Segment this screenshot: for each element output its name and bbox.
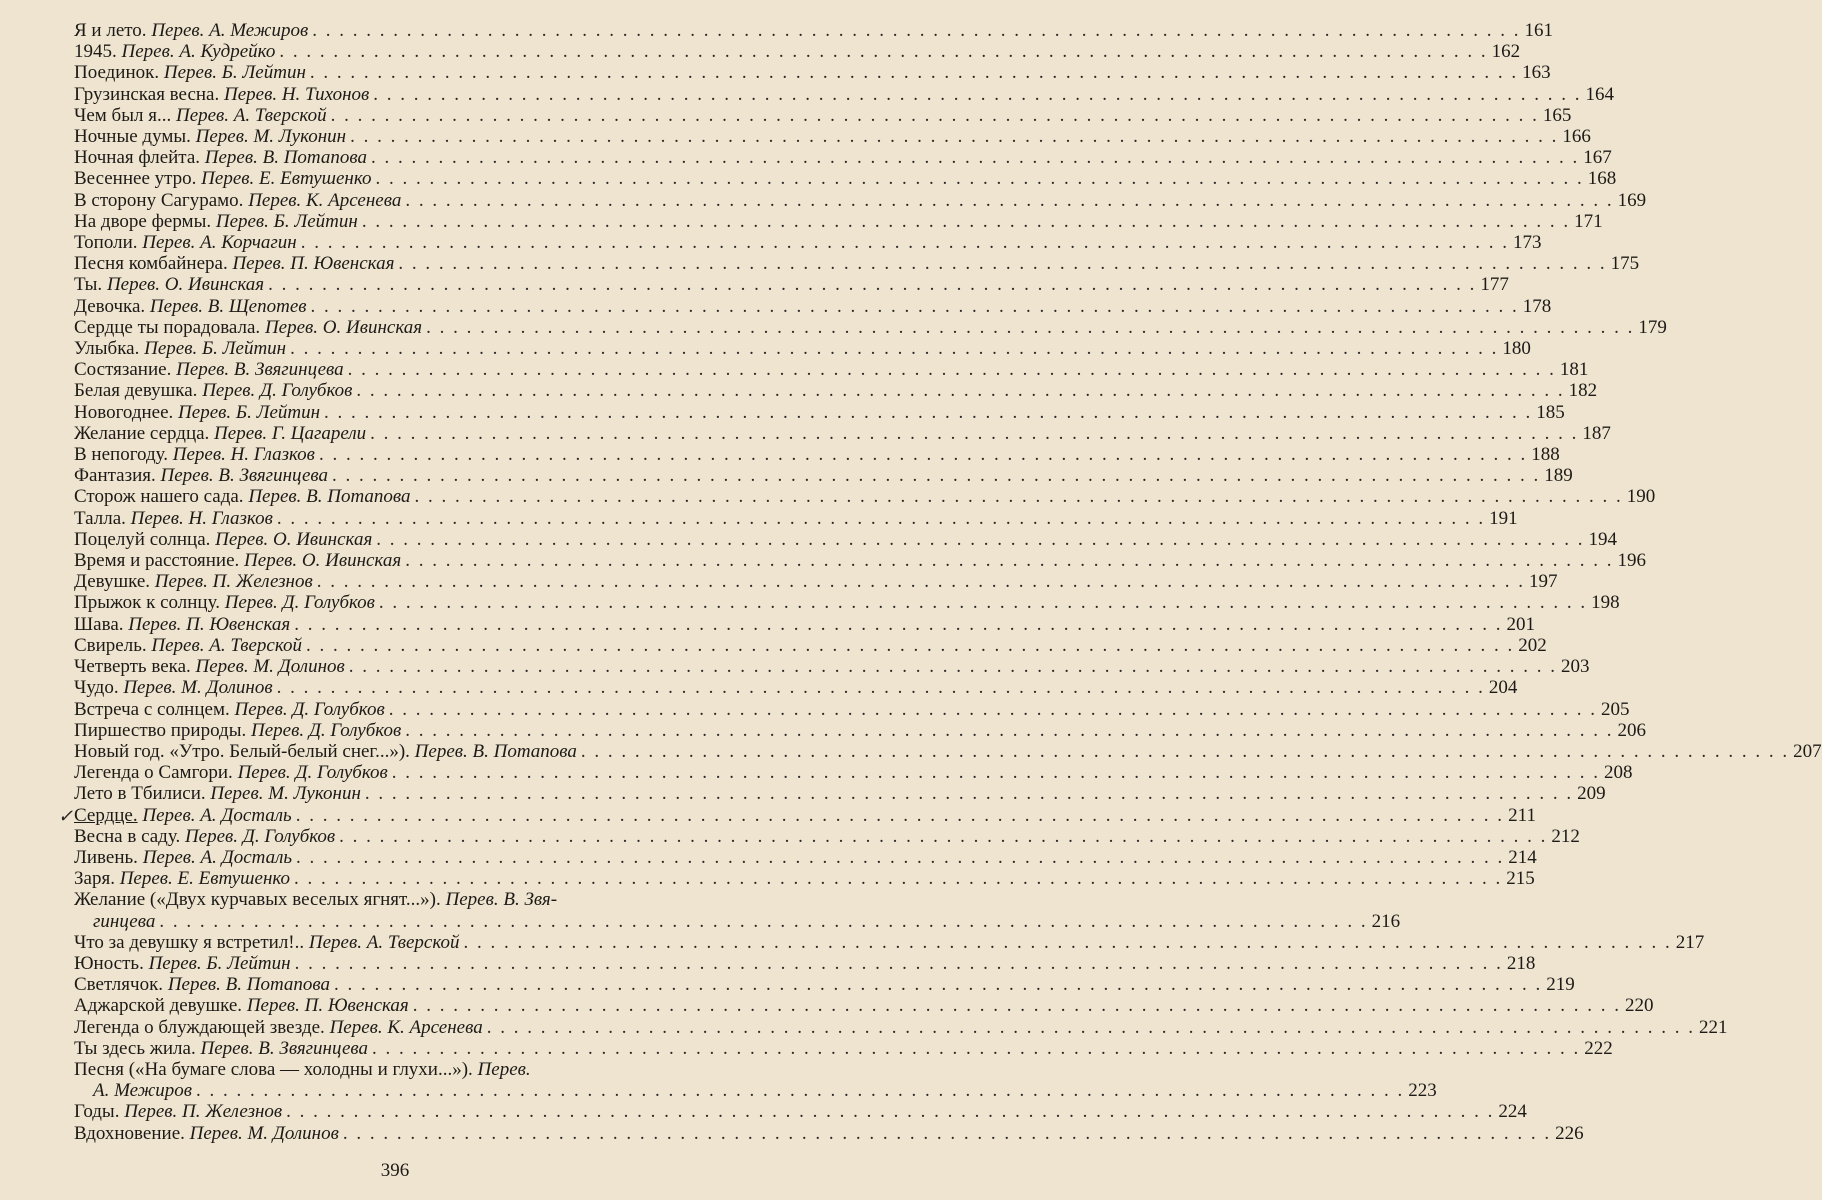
entry-translator: Перев. В. Потапова [248, 486, 411, 508]
entry-translator: Перев. Н. Глазков [172, 444, 315, 466]
entry-page-number: 203 [1561, 656, 1590, 678]
dot-leader: . . . . . . . . . . . . . . . . . . . . . . . . . . . . . . . . . . . . . . . . . . . . . . . . . . . . . . . . . . . . . . . . . . . . . . . . . . . . . . . . . . . . . . . . . . [371, 147, 1580, 169]
dot-leader: . . . . . . . . . . . . . . . . . . . . . . . . . . . . . . . . . . . . . . . . . . . . . . . . . . . . . . . . . . . . . . . . . . . . . . . . . . . . . . . . . . . . . . . . . . [388, 698, 1597, 720]
entry-page-number: 167 [1583, 147, 1612, 169]
entry-page-number: 196 [1617, 550, 1646, 572]
entry-translator: Перев. В. Щепотев [149, 295, 307, 317]
entry-translator: Перев. Б. Лейтин [178, 401, 321, 423]
entry-page-number: 198 [1591, 592, 1620, 614]
table-of-contents [58, 20, 1822, 1144]
entry-page-number: 162 [1491, 41, 1521, 63]
entry-title: Легенда о Самгори. [74, 762, 233, 784]
entry-page-number: 201 [1506, 613, 1535, 635]
dot-leader: . . . . . . . . . . . . . . . . . . . . . . . . . . . . . . . . . . . . . . . . . . . . . . . . . . . . . . . . . . . . . . . . . . . . . . . . . . . . . . . . . . . . . . . . . . [375, 168, 1584, 190]
toc-entry [74, 931, 1705, 953]
dot-leader: . . . . . . . . . . . . . . . . . . . . . . . . . . . . . . . . . . . . . . . . . . . . . . . . . . . . . . . . . . . . . . . . . . . . . . . . . . . . . . . . . . . . . . . . . . [414, 486, 1623, 508]
toc-entry [74, 825, 1580, 847]
entry-translator-continued: А. Межиров [93, 1080, 193, 1102]
entry-title: Новогоднее. [74, 401, 174, 423]
dot-leader: . . . . . . . . . . . . . . . . . . . . . . . . . . . . . . . . . . . . . . . . . . . . . . . . . . . . . . . . . . . . . . . . . . . . . . . . . . . . . . . . . . . . . . . . . . [318, 444, 1528, 466]
entry-title: Время и расстояние. [74, 550, 240, 572]
entry-translator: Перев. Б. Лейтин [163, 62, 306, 84]
dot-leader: . . . . . . . . . . . . . . . . . . . . . . . . . . . . . . . . . . . . . . . . . . . . . . . . . . . . . . . . . . . . . . . . . . . . . . . . . . . . . . . . . . . . . . . . . . [373, 83, 1582, 105]
entry-translator: Перев. Д. Голубков [184, 825, 336, 847]
dot-leader: . . . . . . . . . . . . . . . . . . . . . . . . . . . . . . . . . . . . . . . . . . . . . . . . . . . . . . . . . . . . . . . . . . . . . . . . . . . . . . . . . . . . . . . . . . [580, 740, 1790, 762]
dot-leader: . . . . . . . . . . . . . . . . . . . . . . . . . . . . . . . . . . . . . . . . . . . . . . . . . . . . . . . . . . . . . . . . . . . . . . . . . . . . . . . . . . . . . . . . . . [312, 20, 1521, 41]
entry-title: Я и лето. [74, 20, 147, 41]
entry-translator: Перев. М. Долинов [123, 677, 273, 699]
entry-translator: Перев. А. Межиров [151, 20, 309, 41]
toc-entry [74, 846, 1537, 868]
entry-translator: Перев. А. Досталь [142, 846, 293, 868]
entry-page-number: 209 [1577, 783, 1606, 805]
toc-entry [74, 974, 1575, 996]
entry-title: В сторону Сагурамо. [74, 189, 244, 211]
entry-page-number: 204 [1488, 677, 1518, 699]
entry-page-number: 161 [1524, 20, 1553, 41]
entry-translator: Перев. В. Звягинцева [160, 465, 329, 487]
dot-leader: . . . . . . . . . . . . . . . . . . . . . . . . . . . . . . . . . . . . . . . . . . . . . . . . . . . . . . . . . . . . . . . . . . . . . . . . . . . . . . . . . . . . . . . . . . [196, 1080, 1405, 1102]
entry-title: В непогоду. [74, 444, 168, 466]
entry-page-number: 219 [1546, 974, 1575, 996]
toc-entry [74, 380, 1598, 402]
toc-entry [74, 592, 1620, 614]
entry-translator: Перев. Б. Лейтин [148, 952, 291, 974]
entry-title: Ночные думы. [74, 126, 191, 148]
page-number: 396 [380, 1160, 410, 1181]
entry-page-number: 217 [1675, 931, 1705, 953]
entry-title: Желание («Двух курчавых веселых ягнят...»). [74, 889, 441, 911]
dot-leader: . . . . . . . . . . . . . . . . . . . . . . . . . . . . . . . . . . . . . . . . . . . . . . . . . . . . . . . . . . . . . . . . . . . . . . . . . . . . . . . . . . . . . . . . . . [276, 507, 1486, 529]
entry-title: Грузинская весна. [74, 83, 220, 105]
toc-entry [74, 232, 1542, 254]
toc-entry [74, 168, 1617, 190]
entry-title: Поединок. [74, 62, 160, 84]
entry-page-number: 205 [1600, 698, 1630, 720]
toc-entry [74, 253, 1640, 275]
dot-leader: . . . . . . . . . . . . . . . . . . . . . . . . . . . . . . . . . . . . . . . . . . . . . . . . . . . . . . . . . . . . . . . . . . . . . . . . . . . . . . . . . . . . . . . . . . [376, 528, 1585, 550]
entry-translator: Перев. В. Потапова [167, 974, 331, 996]
dot-leader: . . . . . . . . . . . . . . . . . . . . . . . . . . . . . . . . . . . . . . . . . . . . . . . . . . . . . . . . . . . . . . . . . . . . . . . . . . . . . . . . . . . . . . . . . . [426, 316, 1635, 338]
toc-entry [74, 210, 1603, 232]
toc-entry [74, 995, 1654, 1017]
entry-page-number: 208 [1604, 762, 1633, 784]
toc-entry [74, 783, 1606, 805]
toc-entry [74, 634, 1547, 656]
dot-leader: . . . . . . . . . . . . . . . . . . . . . . . . . . . . . . . . . . . . . . . . . . . . . . . . . . . . . . . . . . . . . . . . . . . . . . . . . . . . . . . . . . . . . . . . . . [294, 613, 1503, 635]
toc-entry [74, 316, 1667, 338]
entry-page-number: 220 [1625, 995, 1654, 1017]
entry-page-number: 216 [1371, 910, 1401, 932]
entry-title: Ты здесь жила. [74, 1037, 196, 1059]
dot-leader: . . . . . . . . . . . . . . . . . . . . . . . . . . . . . . . . . . . . . . . . . . . . . . . . . . . . . . . . . . . . . . . . . . . . . . . . . . . . . . . . . . . . . . . . . . [412, 995, 1622, 1017]
dot-leader: . . . . . . . . . . . . . . . . . . . . . . . . . . . . . . . . . . . . . . . . . . . . . . . . . . . . . . . . . . . . . . . . . . . . . . . . . . . . . . . . . . . . . . . . . . [347, 359, 1556, 381]
entry-page-number: 226 [1555, 1122, 1584, 1144]
entry-page-number: 212 [1551, 825, 1580, 847]
entry-page-number: 197 [1528, 571, 1558, 593]
dot-leader: . . . . . . . . . . . . . . . . . . . . . . . . . . . . . . . . . . . . . . . . . . . . . . . . . . . . . . . . . . . . . . . . . . . . . . . . . . . . . . . . . . . . . . . . . . [300, 232, 1509, 254]
entry-title: Сторож нашего сада. [74, 486, 244, 508]
entry-page-number: 178 [1522, 295, 1552, 317]
toc-entry [74, 656, 1590, 678]
entry-translator: Перев. Б. Лейтин [144, 338, 287, 360]
entry-title: Ты. [74, 274, 103, 296]
dot-leader: . . . . . . . . . . . . . . . . . . . . . . . . . . . . . . . . . . . . . . . . . . . . . . . . . . . . . . . . . . . . . . . . . . . . . . . . . . . . . . . . . . . . . . . . . . [334, 974, 1543, 996]
entry-title: Весна в саду. [74, 825, 181, 847]
dot-leader: . . . . . . . . . . . . . . . . . . . . . . . . . . . . . . . . . . . . . . . . . . . . . . . . . . . . . . . . . . . . . . . . . . . . . . . . . . . . . . . . . . . . . . . . . . [330, 104, 1539, 126]
entry-title: Весеннее утро. [74, 168, 197, 190]
entry-page-number: 185 [1536, 401, 1565, 423]
dot-leader: . . . . . . . . . . . . . . . . . . . . . . . . . . . . . . . . . . . . . . . . . . . . . . . . . . . . . . . . . . . . . . . . . . . . . . . . . . . . . . . . . . . . . . . . . . [306, 634, 1515, 656]
entry-title: Аджарской девушке. [74, 995, 243, 1017]
toc-entry [74, 104, 1572, 126]
toc-entry [74, 20, 1553, 41]
entry-title: Светлячок. [74, 974, 164, 996]
entry-page-number: 171 [1574, 210, 1603, 232]
toc-entry [74, 528, 1618, 550]
toc-entry [58, 804, 1536, 826]
entry-title: Талла. [74, 507, 126, 529]
toc-entry [74, 189, 1647, 211]
entry-page-number: 202 [1518, 634, 1547, 656]
dot-leader: . . . . . . . . . . . . . . . . . . . . . . . . . . . . . . . . . . . . . . . . . . . . . . . . . . . . . . . . . . . . . . . . . . . . . . . . . . . . . . . . . . . . . . . . . . [276, 677, 1485, 699]
entry-page-number: 182 [1568, 380, 1598, 402]
entry-page-number: 221 [1698, 1016, 1728, 1038]
dot-leader: . . . . . . . . . . . . . . . . . . . . . . . . . . . . . . . . . . . . . . . . . . . . . . . . . . . . . . . . . . . . . . . . . . . . . . . . . . . . . . . . . . . . . . . . . . [309, 62, 1519, 84]
entry-title: Пиршество природы. [74, 719, 247, 741]
entry-page-number: 190 [1626, 486, 1656, 508]
entry-page-number: 166 [1562, 126, 1591, 148]
entry-page-number: 188 [1531, 444, 1560, 466]
dot-leader: . . . . . . . . . . . . . . . . . . . . . . . . . . . . . . . . . . . . . . . . . . . . . . . . . . . . . . . . . . . . . . . . . . . . . . . . . . . . . . . . . . . . . . . . . . [405, 189, 1614, 211]
toc-entry [74, 1122, 1584, 1144]
dot-leader: . . . . . . . . . . . . . . . . . . . . . . . . . . . . . . . . . . . . . . . . . . . . . . . . . . . . . . . . . . . . . . . . . . . . . . . . . . . . . . . . . . . . . . . . . . [361, 210, 1571, 232]
entry-translator: Перев. Б. Лейтин [215, 210, 358, 232]
dot-leader: . . . . . . . . . . . . . . . . . . . . . . . . . . . . . . . . . . . . . . . . . . . . . . . . . . . . . . . . . . . . . . . . . . . . . . . . . . . . . . . . . . . . . . . . . . [316, 571, 1525, 593]
entry-translator: Перев. В. Потапова [204, 147, 367, 169]
entry-translator: Перев. М. Луконин [195, 126, 347, 148]
entry-title: Чудо. [74, 677, 119, 699]
entry-title: Ночная флейта. [74, 147, 201, 169]
entry-title: Сердце. [74, 804, 138, 826]
entry-page-number: 165 [1542, 104, 1572, 126]
toc-entry [74, 740, 1822, 762]
entry-title: Лето в Тбилиси. [74, 783, 206, 805]
entry-translator: Перев. П. Железнов [124, 1101, 283, 1123]
dot-leader: . . . . . . . . . . . . . . . . . . . . . . . . . . . . . . . . . . . . . . . . . . . . . . . . . . . . . . . . . . . . . . . . . . . . . . . . . . . . . . . . . . . . . . . . . . [372, 1037, 1581, 1059]
entry-translator: Перев. Д. Голубков [234, 698, 385, 720]
entry-translator: Перев. В. Звягинцева [176, 359, 344, 381]
toc-entry [74, 507, 1518, 529]
toc-entry [74, 762, 1633, 784]
dot-leader: . . . . . . . . . . . . . . . . . . . . . . . . . . . . . . . . . . . . . . . . . . . . . . . . . . . . . . . . . . . . . . . . . . . . . . . . . . . . . . . . . . . . . . . . . . [290, 338, 1499, 360]
entry-translator: Перев. Н. Тихонов [223, 83, 370, 105]
entry-translator: Перев. М. Луконин [210, 783, 361, 805]
toc-entry [74, 147, 1612, 169]
dot-leader: . . . . . . . . . . . . . . . . . . . . . . . . . . . . . . . . . . . . . . . . . . . . . . . . . . . . . . . . . . . . . . . . . . . . . . . . . . . . . . . . . . . . . . . . . . [350, 126, 1559, 148]
toc-entry [74, 126, 1591, 148]
entry-page-number: 177 [1480, 274, 1509, 296]
entry-title: Девочка. [74, 295, 146, 317]
toc-entry [74, 295, 1552, 317]
toc-entry [74, 41, 1521, 63]
dot-leader: . . . . . . . . . . . . . . . . . . . . . . . . . . . . . . . . . . . . . . . . . . . . . . . . . . . . . . . . . . . . . . . . . . . . . . . . . . . . . . . . . . . . . . . . . . [463, 931, 1672, 953]
entry-page-number: 215 [1506, 868, 1535, 890]
toc-entry [74, 889, 1401, 932]
entry-translator: Перев. П. Ювенская [232, 253, 395, 275]
dot-leader: . . . . . . . . . . . . . . . . . . . . . . . . . . . . . . . . . . . . . . . . . . . . . . . . . . . . . . . . . . . . . . . . . . . . . . . . . . . . . . . . . . . . . . . . . . [286, 1101, 1495, 1123]
entry-title: Новый год. «Утро. Белый-белый снег...»). [74, 740, 410, 762]
dot-leader: . . . . . . . . . . . . . . . . . . . . . . . . . . . . . . . . . . . . . . . . . . . . . . . . . . . . . . . . . . . . . . . . . . . . . . . . . . . . . . . . . . . . . . . . . . [348, 656, 1558, 678]
entry-title: Четверть века. [74, 656, 191, 678]
dot-leader: . . . . . . . . . . . . . . . . . . . . . . . . . . . . . . . . . . . . . . . . . . . . . . . . . . . . . . . . . . . . . . . . . . . . . . . . . . . . . . . . . . . . . . . . . . [294, 868, 1503, 890]
entry-translator: Перев. А. Досталь [142, 804, 292, 826]
dot-leader: . . . . . . . . . . . . . . . . . . . . . . . . . . . . . . . . . . . . . . . . . . . . . . . . . . . . . . . . . . . . . . . . . . . . . . . . . . . . . . . . . . . . . . . . . . [279, 41, 1488, 63]
entry-title: Легенда о блуждающей звезде. [74, 1016, 325, 1038]
entry-translator-continued: гинцева [93, 910, 156, 932]
entry-page-number: 222 [1584, 1037, 1613, 1059]
entry-title: Тополи. [74, 232, 138, 254]
toc-entry [74, 550, 1646, 572]
entry-translator: Перев. Н. Глазков [130, 507, 273, 529]
entry-page-number: 169 [1617, 189, 1647, 211]
dot-leader: . . . . . . . . . . . . . . . . . . . . . . . . . . . . . . . . . . . . . . . . . . . . . . . . . . . . . . . . . . . . . . . . . . . . . . . . . . . . . . . . . . . . . . . . . . [339, 825, 1548, 847]
toc-entry [74, 571, 1558, 593]
toc-entry [74, 62, 1551, 84]
entry-page-number: 179 [1638, 316, 1667, 338]
entry-page-number: 194 [1588, 528, 1618, 550]
entry-title: Ливень. [74, 846, 138, 868]
entry-page-number: 181 [1559, 359, 1589, 381]
entry-translator: Перев. Е. Евтушенко [201, 168, 372, 190]
toc-entry [74, 465, 1573, 487]
entry-translator: Перев. М. Долинов [189, 1122, 339, 1144]
entry-title: Песня комбайнера. [74, 253, 228, 275]
entry-page-number: 189 [1544, 465, 1573, 487]
entry-translator: Перев. Д. Голубков [250, 719, 402, 741]
dot-leader: . . . . . . . . . . . . . . . . . . . . . . . . . . . . . . . . . . . . . . . . . . . . . . . . . . . . . . . . . . . . . . . . . . . . . . . . . . . . . . . . . . . . . . . . . . [268, 274, 1477, 296]
toc-entry [74, 698, 1630, 720]
entry-page-number: 164 [1585, 83, 1615, 105]
toc-entry [74, 422, 1611, 444]
toc-entry [74, 486, 1656, 508]
entry-page-number: 180 [1502, 338, 1531, 360]
entry-translator: Перев. П. Ювенская [128, 613, 291, 635]
entry-translator: Перев. А. Тверской [151, 634, 303, 656]
entry-translator: Перев. К. Арсенева [248, 189, 402, 211]
dot-leader: . . . . . . . . . . . . . . . . . . . . . . . . . . . . . . . . . . . . . . . . . . . . . . . . . . . . . . . . . . . . . . . . . . . . . . . . . . . . . . . . . . . . . . . . . . [295, 804, 1504, 826]
entry-page-number: 211 [1508, 804, 1536, 826]
entry-translator: Перев. О. Ивинская [244, 550, 402, 572]
entry-title: Заря. [74, 868, 115, 890]
entry-title: Встреча с солнцем. [74, 698, 230, 720]
entry-translator: Перев. М. Долинов [195, 656, 345, 678]
entry-translator: Перев. Д. Голубков [224, 592, 375, 614]
entry-title: Сердце ты порадовала. [74, 316, 261, 338]
dot-leader: . . . . . . . . . . . . . . . . . . . . . . . . . . . . . . . . . . . . . . . . . . . . . . . . . . . . . . . . . . . . . . . . . . . . . . . . . . . . . . . . . . . . . . . . . . [370, 422, 1579, 444]
dot-leader: . . . . . . . . . . . . . . . . . . . . . . . . . . . . . . . . . . . . . . . . . . . . . . . . . . . . . . . . . . . . . . . . . . . . . . . . . . . . . . . . . . . . . . . . . . [356, 380, 1565, 402]
entry-translator: Перев. О. Ивинская [215, 528, 373, 550]
entry-title: Юность. [74, 952, 144, 974]
dot-leader: . . . . . . . . . . . . . . . . . . . . . . . . . . . . . . . . . . . . . . . . . . . . . . . . . . . . . . . . . . . . . . . . . . . . . . . . . . . . . . . . . . . . . . . . . . [364, 783, 1574, 805]
entry-title: Фантазия. [74, 465, 156, 487]
entry-title: 1945. [74, 41, 117, 63]
entry-translator: Перев. А. Корчагин [142, 232, 297, 254]
toc-entry [74, 677, 1518, 699]
toc-entry [74, 1101, 1527, 1123]
entry-title: Поцелуй солнца. [74, 528, 211, 550]
entry-translator: Перев. В. Потапова [414, 740, 577, 762]
entry-page-number: 191 [1489, 507, 1518, 529]
toc-entry [74, 1037, 1613, 1059]
toc-entry [74, 401, 1565, 423]
dot-leader: . . . . . . . . . . . . . . . . . . . . . . . . . . . . . . . . . . . . . . . . . . . . . . . . . . . . . . . . . . . . . . . . . . . . . . . . . . . . . . . . . . . . . . . . . . [294, 952, 1503, 974]
toc-entry [74, 444, 1560, 466]
entry-title: На дворе фермы. [74, 210, 212, 232]
entry-title: Чем был я... [74, 104, 172, 126]
entry-translator: Перев. П. Железнов [154, 571, 313, 593]
entry-page-number: 163 [1522, 62, 1551, 84]
dot-leader: . . . . . . . . . . . . . . . . . . . . . . . . . . . . . . . . . . . . . . . . . . . . . . . . . . . . . . . . . . . . . . . . . . . . . . . . . . . . . . . . . . . . . . . . . . [342, 1122, 1552, 1144]
entry-page-number: 223 [1408, 1080, 1437, 1102]
dot-leader: . . . . . . . . . . . . . . . . . . . . . . . . . . . . . . . . . . . . . . . . . . . . . . . . . . . . . . . . . . . . . . . . . . . . . . . . . . . . . . . . . . . . . . . . . . [398, 253, 1607, 275]
entry-translator: Перев. В. Звя- [445, 889, 558, 911]
dot-leader: . . . . . . . . . . . . . . . . . . . . . . . . . . . . . . . . . . . . . . . . . . . . . . . . . . . . . . . . . . . . . . . . . . . . . . . . . . . . . . . . . . . . . . . . . . [486, 1016, 1695, 1038]
dot-leader: . . . . . . . . . . . . . . . . . . . . . . . . . . . . . . . . . . . . . . . . . . . . . . . . . . . . . . . . . . . . . . . . . . . . . . . . . . . . . . . . . . . . . . . . . . [391, 762, 1601, 784]
entry-page-number: 224 [1498, 1101, 1527, 1123]
entry-translator: Перев. К. Арсенева [329, 1016, 483, 1038]
entry-translator: Перев. Д. Голубков [202, 380, 353, 402]
entry-translator: Перев. Д. Голубков [237, 762, 388, 784]
entry-translator: Перев. Г. Цагарели [214, 422, 367, 444]
entry-title: Улыбка. [74, 338, 140, 360]
toc-entry [74, 952, 1536, 974]
entry-page-number: 173 [1513, 232, 1542, 254]
toc-entry [74, 83, 1615, 105]
toc-entry [74, 338, 1531, 360]
toc-entry [74, 868, 1535, 890]
entry-translator: Перев. П. Ювенская [246, 995, 409, 1017]
entry-page-number: 175 [1610, 253, 1640, 275]
entry-translator: Перев. А. Тверской [175, 104, 327, 126]
entry-translator: Перев. Е. Евтушенко [119, 868, 291, 890]
dot-leader: . . . . . . . . . . . . . . . . . . . . . . . . . . . . . . . . . . . . . . . . . . . . . . . . . . . . . . . . . . . . . . . . . . . . . . . . . . . . . . . . . . . . . . . . . . [405, 719, 1614, 741]
toc-entry [74, 1016, 1728, 1038]
entry-translator: Перев. В. Звягинцева [200, 1037, 369, 1059]
entry-translator: Перев. [477, 1058, 531, 1080]
entry-title: Свирель. [74, 634, 147, 656]
entry-title: Прыжок к солнцу. [74, 592, 220, 614]
entry-translator: Перев. О. Ивинская [106, 274, 265, 296]
dot-leader: . . . . . . . . . . . . . . . . . . . . . . . . . . . . . . . . . . . . . . . . . . . . . . . . . . . . . . . . . . . . . . . . . . . . . . . . . . . . . . . . . . . . . . . . . . [159, 910, 1368, 932]
pencil-mark: ✓ [58, 805, 74, 826]
entry-translator: Перев. А. Кудрейко [121, 41, 276, 63]
toc-entry [74, 1058, 1437, 1102]
entry-title: Годы. [74, 1101, 120, 1123]
dot-leader: . . . . . . . . . . . . . . . . . . . . . . . . . . . . . . . . . . . . . . . . . . . . . . . . . . . . . . . . . . . . . . . . . . . . . . . . . . . . . . . . . . . . . . . . . . [405, 550, 1614, 572]
entry-title: Желание сердца. [74, 422, 210, 444]
entry-page-number: 187 [1582, 422, 1611, 444]
dot-leader: . . . . . . . . . . . . . . . . . . . . . . . . . . . . . . . . . . . . . . . . . . . . . . . . . . . . . . . . . . . . . . . . . . . . . . . . . . . . . . . . . . . . . . . . . . [296, 846, 1505, 868]
entry-page-number: 218 [1506, 952, 1536, 974]
entry-page-number: 206 [1617, 719, 1646, 741]
entry-title: Девушке. [74, 571, 151, 593]
entry-title: Что за девушку я встретил!.. [74, 931, 305, 953]
entry-page-number: 214 [1508, 846, 1537, 868]
dot-leader: . . . . . . . . . . . . . . . . . . . . . . . . . . . . . . . . . . . . . . . . . . . . . . . . . . . . . . . . . . . . . . . . . . . . . . . . . . . . . . . . . . . . . . . . . . [324, 401, 1533, 423]
entry-title: Состязание. [74, 359, 172, 381]
entry-title: Вдохновение. [74, 1122, 185, 1144]
entry-title: Шава. [74, 613, 124, 635]
dot-leader: . . . . . . . . . . . . . . . . . . . . . . . . . . . . . . . . . . . . . . . . . . . . . . . . . . . . . . . . . . . . . . . . . . . . . . . . . . . . . . . . . . . . . . . . . . [332, 465, 1541, 487]
toc-entry [74, 359, 1589, 381]
entry-title: Песня («На бумаге слова — холодны и глухи...»). [74, 1058, 473, 1080]
toc-entry [74, 613, 1535, 635]
entry-title: Белая девушка. [74, 380, 198, 402]
entry-page-number: 207 [1793, 740, 1822, 762]
entry-translator: Перев. А. Тверской [308, 931, 460, 953]
toc-entry [74, 274, 1509, 296]
toc-entry [74, 719, 1646, 741]
entry-page-number: 168 [1587, 168, 1617, 190]
dot-leader: . . . . . . . . . . . . . . . . . . . . . . . . . . . . . . . . . . . . . . . . . . . . . . . . . . . . . . . . . . . . . . . . . . . . . . . . . . . . . . . . . . . . . . . . . . [310, 295, 1519, 317]
dot-leader: . . . . . . . . . . . . . . . . . . . . . . . . . . . . . . . . . . . . . . . . . . . . . . . . . . . . . . . . . . . . . . . . . . . . . . . . . . . . . . . . . . . . . . . . . . [378, 592, 1588, 614]
entry-translator: Перев. О. Ивинская [264, 316, 423, 338]
